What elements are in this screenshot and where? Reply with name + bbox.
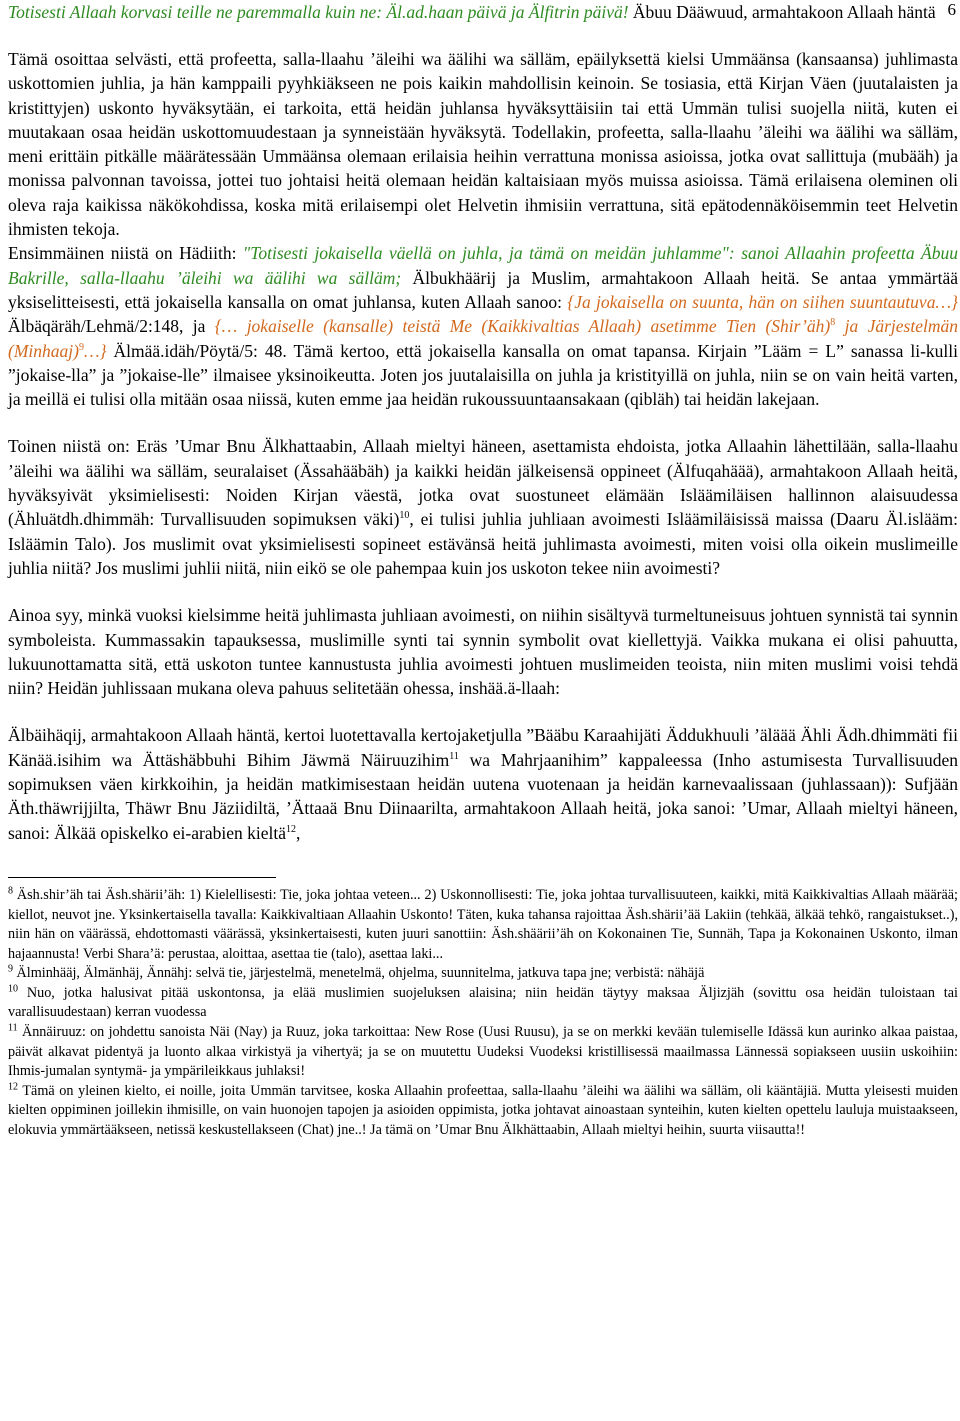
page-number: 6	[947, 0, 956, 19]
footnote-text: Tämä on yleinen kielto, ei noille, joita Ummän tarvitsee, koska Allaahin profeettaa, salla-llaahu ’äleihi wa äälihi wa sälläm, oli kääntäjiä. Mutta yleisesti muiden kielten oppiminen joillekin ihmisille, on vain huonojen tapojen ja asioiden oppimista, jotka johtavat ainoastaan synteihin, kuten kielten opettelu lauluja muistaakseen, elokuvia ymmärtääkseen, netissä keskustellakseen (Chat) jne..! Ja tämä on ’Umar Bnu Älkhättaabin, Allaah mieltyi heihin, suurta viisautta!!	[8, 1082, 958, 1139]
para2-text-1: Älbukhäärij ja Muslim, armahtakoon Allaah heitä. Se antaa ymmärtää yksiselitteisesti, että jokaisella kansalla on omat juhlansa, kuten Allaah sanoo:	[8, 267, 958, 312]
para2-quran-quote-1: {Ja jokaisella on suunta, hän on siihen suuntautuva…}	[567, 291, 958, 312]
top-quote-hadith: Totisesti Allaah korvasi teille ne paremmalla kuin ne: Äl.ad.haan päivä ja Älfitrin päivä!	[8, 2, 629, 22]
footnote-12	[8, 1082, 958, 1141]
para3-text-2: , ei tulisi juhlia juhliaan avoimesti Isläämiläisissä maissa (Daaru Äl.islääm: Isläämin Talo). Jos muslimit ovat yksimielisesti sopineet estävänsä heitä juhlimasta avoimesti, miten voisi olla oikein muslimeille juhlia niitä? Jos muslimi juhlii niitä, niin eikö se ole pahempaa kuin jos uskoton tekee niin avoimesti?	[8, 509, 958, 578]
footnote-11	[8, 1023, 958, 1082]
para2-text-3: Älmää.idäh/Pöytä/5: 48. Tämä kertoo, että jokaisella kansalla on omat tapansa. Kirjain ”Lääm = L” sanassa li-kulli ”jokaise-lla” ja ”jokaise-lle” ilmaisee yksinoikeutta. Joten jos juutalaisilla on juhla ja kristityillä on juhla, niin se on vain heitä varten, ja meillä ei tulisi olla mitään osaa niissä, kuten emme jaa heidän rukoussuuntaansakaan (qibläh) tai heidän lakejaan.	[8, 340, 958, 410]
para2-quran-quote-2: {… jokaiselle (kansalle) teistä Me (Kaikkivaltias Allaah) asetimme Tien (Shir’äh)	[214, 316, 831, 337]
para5-text-1: Älbäihäqij, armahtakoon Allaah häntä, kertoi luotettavalla kertojaketjulla ”Bääbu Karaahijäti Äddukhuuli ’äläää Ähli Ädh.dhimmäti fii Känää.isihim wa Ättäshäbbuhi Bihim Jäwmä Näiruuzihim	[8, 725, 958, 770]
footnote-10	[8, 984, 958, 1023]
footnote-text: Äsh.shir’äh tai Äsh.shärii’äh: 1) Kielellisesti: Tie, joka johtaa veteen... 2) Uskonnollisesti: Tie, joka johtaa turvallisuuteen, kaikki, mitä Kaikkivaltias Allaah määrää; kiellot, neuvot jne. Yksinkertaisella tavalla: Kaikkivaltiaan Allaahin Uskonto! Täten, kuka tahansa rajoittaa Äsh.shärii’ää Lakiin (tehkää, älkää tehkö, rangaistukset..), niin hän on väärässä, ehdottomasti väärässä, yksinkertaisesti, kuten juuri sanottiin: Äsh.shäärii’äh on Kokonainen Tie, Sunnäh, Tapa ja Kokonainen Uskonto, ilman hajaannusta! Verbi Shara’ä: perustaa, aloittaa, asettaa tie (talo), asettaa laki...	[8, 886, 958, 962]
footnote-ref-9[interactable]: 9	[78, 341, 84, 353]
footnote-number: 9	[8, 963, 13, 975]
para2-lead: Ensimmäinen niistä on Hädiith:	[8, 243, 243, 264]
footnote-number: 11	[8, 1022, 18, 1034]
footnote-ref-12[interactable]: 12	[285, 823, 296, 835]
para2-hadith-quote: "Totisesti jokaisella väellä on juhla, ja tämä on meidän juhlamme": sanoi Allaahin profeetta Äbuu Bakrille, salla-llaahu ’äleihi wa äälihi wa sälläm;	[8, 243, 958, 288]
footnote-number: 10	[8, 983, 18, 995]
paragraph-1: Tämä osoittaa selvästi, että profeetta, salla-llaahu ’äleihi wa äälihi wa sälläm, epäilyksettä kielsi Ummäänsa (kansaansa) juhlimasta uskottomien juhlia, ja hän kamppaili pyyhkiäkseen ne pois kaikin mahdollisin keinoin. Se tosiasia, että Kirjan Väen (juutalaisten ja kristittyjen) uskonto hyväksytään, ei tarkoita, että heidän juhlansa hyväksyttäisiin tai että Ummän tulisi suojella niitä, kuten ei muutakaan osaa heidän uskottomuudestaan ja synneistään hyväksytä. Todellakin, profeetta, salla-llaahu ’äleihi wa äälihi wa sälläm, meni erittäin pitkälle määrätessään Ummäänsa olemaan erilaisia heihin verrattuna monissa asioissa, jotka ovat sallittuja (mubääh) ja monissa palvonnan tavoissa, jottei tuo johtaisi heitä olemaan heidän kaltaisiaan myös muissa asioissa. Tämä erilaisena oleminen oli oleva raja kaikissa näkökohdissa, koska mitä erilaisempi olet Helvetin ihmisiin verrattuna, sitä epätodennäköisemmin teet Helvetin ihmisten tekoja.	[8, 49, 958, 240]
footnote-separator	[8, 877, 276, 878]
para3-text-1: Toinen niistä on: Eräs ’Umar Bnu Älkhattaabin, Allaah mieltyi häneen, asettamista ehdoista, jotka Allaahin lähettilään, salla-llaahu ’äleihi wa äälihi wa sälläm, seuralaiset (Ässahääbäh) ja kaikki heidän jälkeisensä oppineet (Älfuqahäää), armahtakoon Allaah heitä, hyväksyivät yksimielisesti: Noiden Kirjan väestä, jotka ovat suostuneet elämään Isläämiläisen hallinnon alaisuudessa (Ähluätdh.dhimmäh: Turvallisuuden sopimuksen väki)	[8, 436, 958, 530]
para2-text-2: Älbäqäräh/Lehmä/2:148, ja	[8, 316, 215, 337]
para2-quran-quote-3: ja Järjestelmän (Minhaaj)	[8, 316, 958, 361]
footnote-9	[8, 964, 958, 984]
top-quote-source: Äbuu Dääwuud, armahtakoon Allaah häntä	[628, 2, 936, 22]
footnote-ref-10[interactable]: 10	[399, 510, 410, 522]
para5-text-3: ,	[295, 822, 301, 843]
footnote-8	[8, 886, 958, 964]
footnote-number: 8	[8, 885, 13, 897]
para2-quran-quote-4: …}	[83, 340, 107, 361]
document-page	[8, 0, 958, 1141]
footnote-ref-11[interactable]: 11	[449, 750, 459, 762]
footnote-text: Ännäiruuz: on johdettu sanoista Näi (Nay) ja Ruuz, joka tarkoittaa: New Rose (Uusi Ruusu), ja se on merkki kevään tulemiselle Idässä kun aurinko alkaa paistaa, päivät alkavat pidentyä ja luonto alkaa virkistyä ja vihertyä; ja se on muutettu Uudeksi Vuodeksi kristillisessä maailmassa Lännessä sopiakseen uusiin uskoihiin: Ihmis-jumalan syntymä- ja ympärileikkaus juhlaksi!	[8, 1024, 958, 1080]
footnote-text: Älminhääj, Älmänhäj, Ännähj: selvä tie, järjestelmä, menetelmä, ohjelma, suunnitelma, jatkuva tapa jne; verbistä: nähäjä	[13, 965, 705, 982]
para5-text-2: wa Mahrjaanihim” kappaleessa (Inho astumisesta Turvallisuuden sopimuksen väen kirkkoihin, ja heidän matkimisestaan heidän uutena vuotenaan ja heidän karnevaalissaan (juhlassaan)): Sufjään Äth.thäwrijjilta, Thäwr Bnu Jäziidiltä, ’Ättaaä Bnu Diinaarilta, armahtakoon Allaah heitä, joka sanoi: ’Umar, Allaah mieltyi häneen, sanoi: Älkää opiskelko ei-arabien kieltä	[8, 749, 959, 843]
paragraph-2	[8, 241, 958, 411]
paragraph-3	[8, 434, 958, 580]
paragraph-4: Ainoa syy, minkä vuoksi kielsimme heitä juhlimasta juhliaan avoimesti, on niihin sisältyvä turmeltuneisuus johtuen synnistä tai synnin symboleista. Kummassakin tapauksessa, muslimille synti tai synnin symbolit ovat kiellettyjä. Vaikka mukana ei olisi pahuutta, lukuunottamatta sitä, että uskoton tuntee kannustusta juhlia avoimesti johtuen muslimeiden teoista, niin miten muslimi voisi tehdä niin? Heidän juhlissaan mukana oleva pahuus selitetään ohessa, inshää.ä-llaah:	[8, 605, 958, 699]
footnote-text: Nuo, jotka halusivat pitää uskontonsa, ja elää muslimien suojeluksen alaisina; niin heidän täytyy maksaa Äljizjäh (sovittu osa heidän tuloistaan tai varallisuudestaan) kerran vuodessa	[8, 984, 958, 1021]
footnote-ref-8[interactable]: 8	[830, 317, 836, 329]
paragraph-5	[8, 723, 958, 844]
top-quote	[8, 0, 958, 24]
footnote-number: 12	[8, 1081, 18, 1093]
